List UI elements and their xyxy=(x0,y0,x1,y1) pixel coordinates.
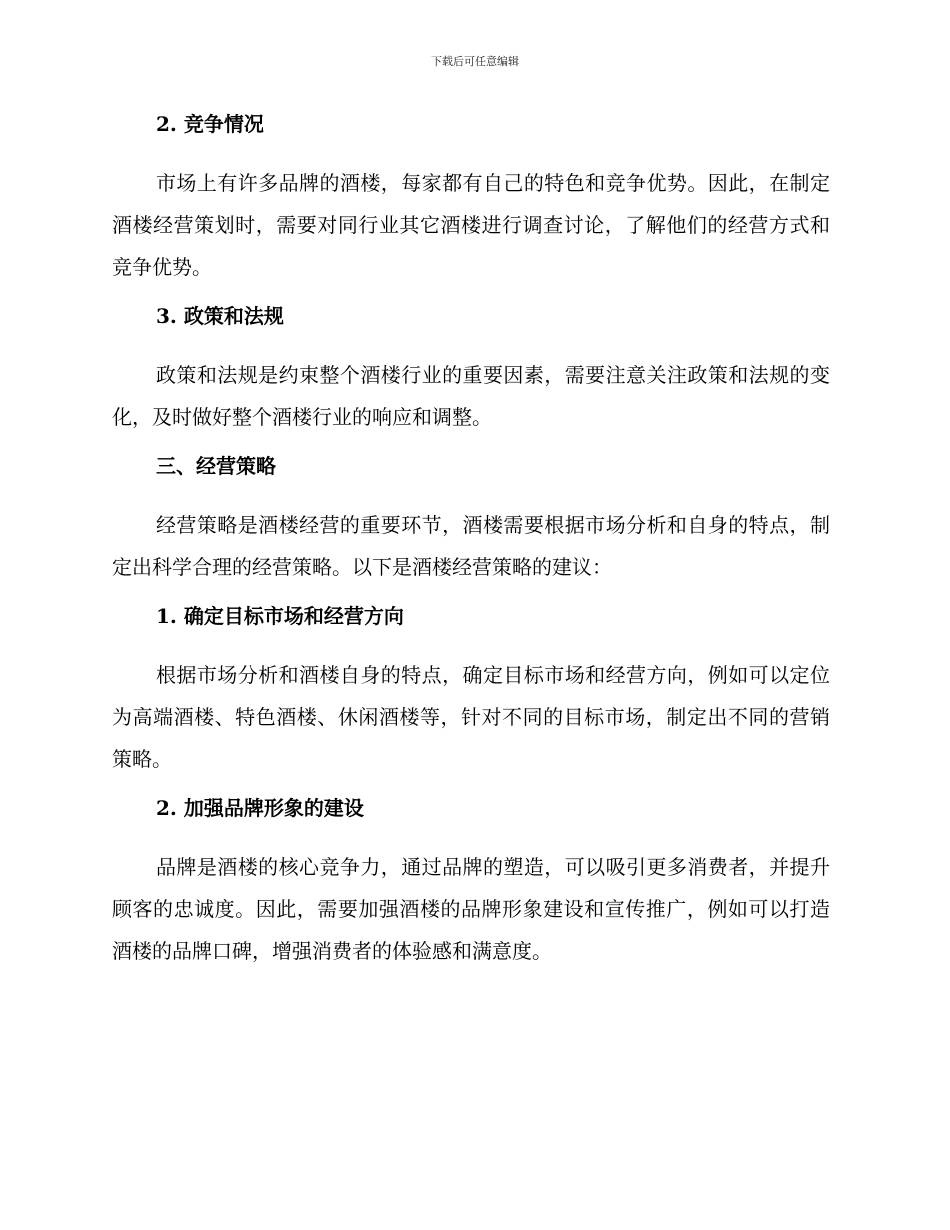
paragraph-brand: 品牌是酒楼的核心竞争力，通过品牌的塑造，可以吸引更多消费者，并提升顾客的忠诚度。因此，需要加强酒楼的品牌形象建设和宣传推广，例如可以打造酒楼的品牌口碑，增强消费者的体验感和满意度。 xyxy=(112,855,830,963)
section-heading-competition: 2. 竞争情况 xyxy=(156,112,264,136)
paragraph-competition: 市场上有许多品牌的酒楼，每家都有自己的特色和竞争优势。因此，在制定酒楼经营策划时，需要对同行业其它酒楼进行调查讨论，了解他们的经营方式和竞争优势。 xyxy=(112,171,830,279)
section-heading-target-market: 1. 确定目标市场和经营方向 xyxy=(156,604,404,628)
paragraph-target-market: 根据市场分析和酒楼自身的特点，确定目标市场和经营方向，例如可以定位为高端酒楼、特色酒楼、休闲酒楼等，针对不同的目标市场，制定出不同的营销策略。 xyxy=(112,663,830,771)
paragraph-strategy: 经营策略是酒楼经营的重要环节，酒楼需要根据市场分析和自身的特点，制定出科学合理的经营策略。以下是酒楼经营策略的建议： xyxy=(112,513,830,579)
section-heading-policy: 3. 政策和法规 xyxy=(156,304,284,328)
document-body xyxy=(112,108,830,984)
section-heading-strategy: 三、经营策略 xyxy=(156,454,276,478)
page-header: 下载后可任意编辑 xyxy=(431,55,519,68)
section-heading-brand: 2. 加强品牌形象的建设 xyxy=(156,796,364,820)
paragraph-policy: 政策和法规是约束整个酒楼行业的重要因素，需要注意关注政策和法规的变化，及时做好整个酒楼行业的响应和调整。 xyxy=(112,363,830,429)
